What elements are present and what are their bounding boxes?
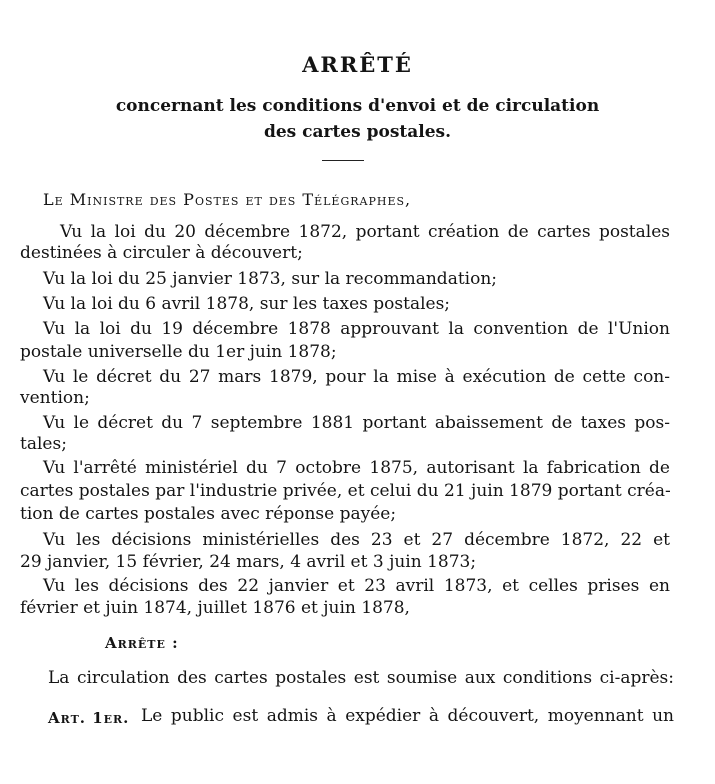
body-line-14: Vu les décisions ministérielles des 23 et 27 décembre 1872, 22 et: [43, 530, 670, 550]
title-divider: [322, 160, 364, 161]
body-line-16: Vu les décisions des 22 janvier et 23 avril 1873, et celles prises en: [43, 576, 670, 596]
body-line-12: cartes postales par l'industrie privée, et celui du 21 juin 1879 portant créa-: [20, 481, 671, 501]
document-subtitle-line-2: des cartes postales.: [263, 122, 452, 142]
body-line-2: destinées à circuler à découvert;: [20, 243, 303, 263]
body-line-6: postale universelle du 1er juin 1878;: [20, 342, 337, 362]
body-line-4: Vu la loi du 6 avril 1878, sur les taxes postales;: [43, 294, 451, 314]
body-line-8: vention;: [20, 388, 90, 408]
body-line-10: tales;: [20, 434, 67, 454]
body-line-11: Vu l'arrêté ministériel du 7 octobre 1875, autorisant la fabrication de: [43, 458, 670, 478]
body-line-5: Vu la loi du 19 décembre 1878 approuvant la convention de l'Union: [43, 319, 670, 339]
document-subtitle-line-1: concernant les conditions d'envoi et de circulation: [115, 96, 600, 116]
body-line-3: Vu la loi du 25 janvier 1873, sur la recommandation;: [43, 269, 498, 289]
article-text: Le public est admis à expédier à découvert, moyennant un: [141, 706, 674, 726]
article-label: Art. 1er.: [48, 709, 130, 727]
body-line-7: Vu le décret du 27 mars 1879, pour la mise à exécution de cette con-: [43, 367, 670, 387]
body-line-15: 29 janvier, 15 février, 24 mars, 4 avril et 3 juin 1873;: [20, 552, 477, 572]
body-line-13: tion de cartes postales avec réponse payée;: [20, 504, 397, 524]
circulation-statement: La circulation des cartes postales est soumise aux conditions ci-après:: [48, 668, 674, 688]
body-line-9: Vu le décret du 7 septembre 1881 portant abaissement de taxes pos-: [43, 413, 670, 433]
document-title: ARRÊTÉ: [302, 52, 413, 77]
minister-intro: Le Ministre des Postes et des Télégraphes,: [43, 190, 412, 209]
arrete-label: Arrête :: [105, 634, 179, 652]
body-line-1: Vu la loi du 20 décembre 1872, portant création de cartes postales: [60, 222, 670, 242]
body-line-17: février et juin 1874, juillet 1876 et juin 1878,: [20, 598, 410, 618]
